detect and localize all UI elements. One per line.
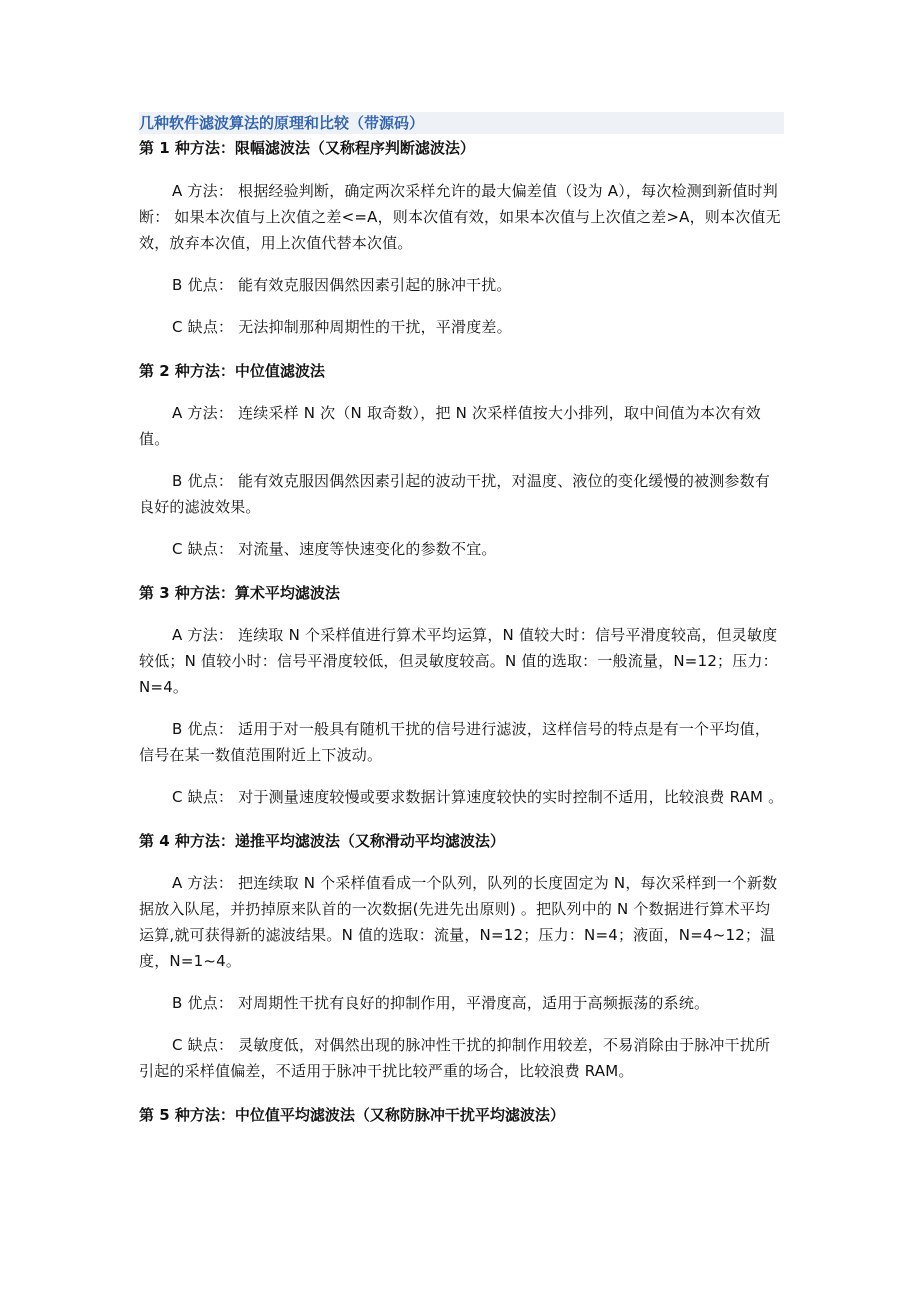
- section-5-heading: 第 5 种方法：中位值平均滤波法（又称防脉冲干扰平均滤波法）: [139, 1106, 565, 1124]
- section-3-disadvantage: C 缺点： 对于测量速度较慢或要求数据计算速度较快的实时控制不适用，比较浪费 RAM 。: [172, 788, 784, 806]
- section-4-advantage: B 优点： 对周期性干扰有良好的抑制作用，平滑度高，适用于高频振荡的系统。: [172, 994, 710, 1012]
- section-1-disadvantage: C 缺点： 无法抑制那种周期性的干扰，平滑度差。: [172, 318, 512, 336]
- section-2-method: A 方法： 连续采样 N 次（N 取奇数），把 N 次采样值按大小排列，取中间值为本次有效值。: [139, 404, 761, 448]
- section-1-method: A 方法： 根据经验判断，确定两次采样允许的最大偏差值（设为 A），每次检测到新值时判断： 如果本次值与上次值之差<=A，则本次值有效，如果本次值与上次值之差>A，则本次值无效，放弃本次值，用上次值代替本次值。: [139, 182, 781, 252]
- document-title: 几种软件滤波算法的原理和比较（带源码）: [139, 112, 784, 134]
- section-1-advantage: B 优点： 能有效克服因偶然因素引起的脉冲干扰。: [172, 276, 512, 294]
- section-2-disadvantage: C 缺点： 对流量、速度等快速变化的参数不宜。: [172, 540, 497, 558]
- section-3-heading: 第 3 种方法：算术平均滤波法: [139, 584, 340, 602]
- section-2-advantage: B 优点： 能有效克服因偶然因素引起的波动干扰，对温度、液位的变化缓慢的被测参数有良好的滤波效果。: [139, 472, 771, 516]
- document-page: [139, 112, 784, 1126]
- section-3-method: A 方法： 连续取 N 个采样值进行算术平均运算，N 值较大时：信号平滑度较高，但灵敏度较低；N 值较小时：信号平滑度较低，但灵敏度较高。N 值的选取：一般流量，N=12；压力：N=4。: [139, 626, 778, 696]
- section-4-disadvantage: C 缺点： 灵敏度低，对偶然出现的脉冲性干扰的抑制作用较差，不易消除由于脉冲干扰所引起的采样值偏差，不适用于脉冲干扰比较严重的场合，比较浪费 RAM。: [139, 1036, 771, 1080]
- section-3-advantage: B 优点： 适用于对一般具有随机干扰的信号进行滤波，这样信号的特点是有一个平均值，信号在某一数值范围附近上下波动。: [139, 720, 771, 764]
- section-4-method: A 方法： 把连续取 N 个采样值看成一个队列，队列的长度固定为 N，每次采样到一个新数据放入队尾，并扔掉原来队首的一次数据(先进先出原则) 。把队列中的 N 个数据进行算术平均运算,就可获得新的滤波结果。N 值的选取：流量，N=12；压力：N=4；液面，N=4~12；温度，N=1~4。: [139, 874, 778, 970]
- section-1-heading: 第 1 种方法：限幅滤波法（又称程序判断滤波法）: [139, 139, 475, 157]
- section-4-heading: 第 4 种方法：递推平均滤波法（又称滑动平均滤波法）: [139, 832, 505, 850]
- section-2-heading: 第 2 种方法：中位值滤波法: [139, 362, 325, 380]
